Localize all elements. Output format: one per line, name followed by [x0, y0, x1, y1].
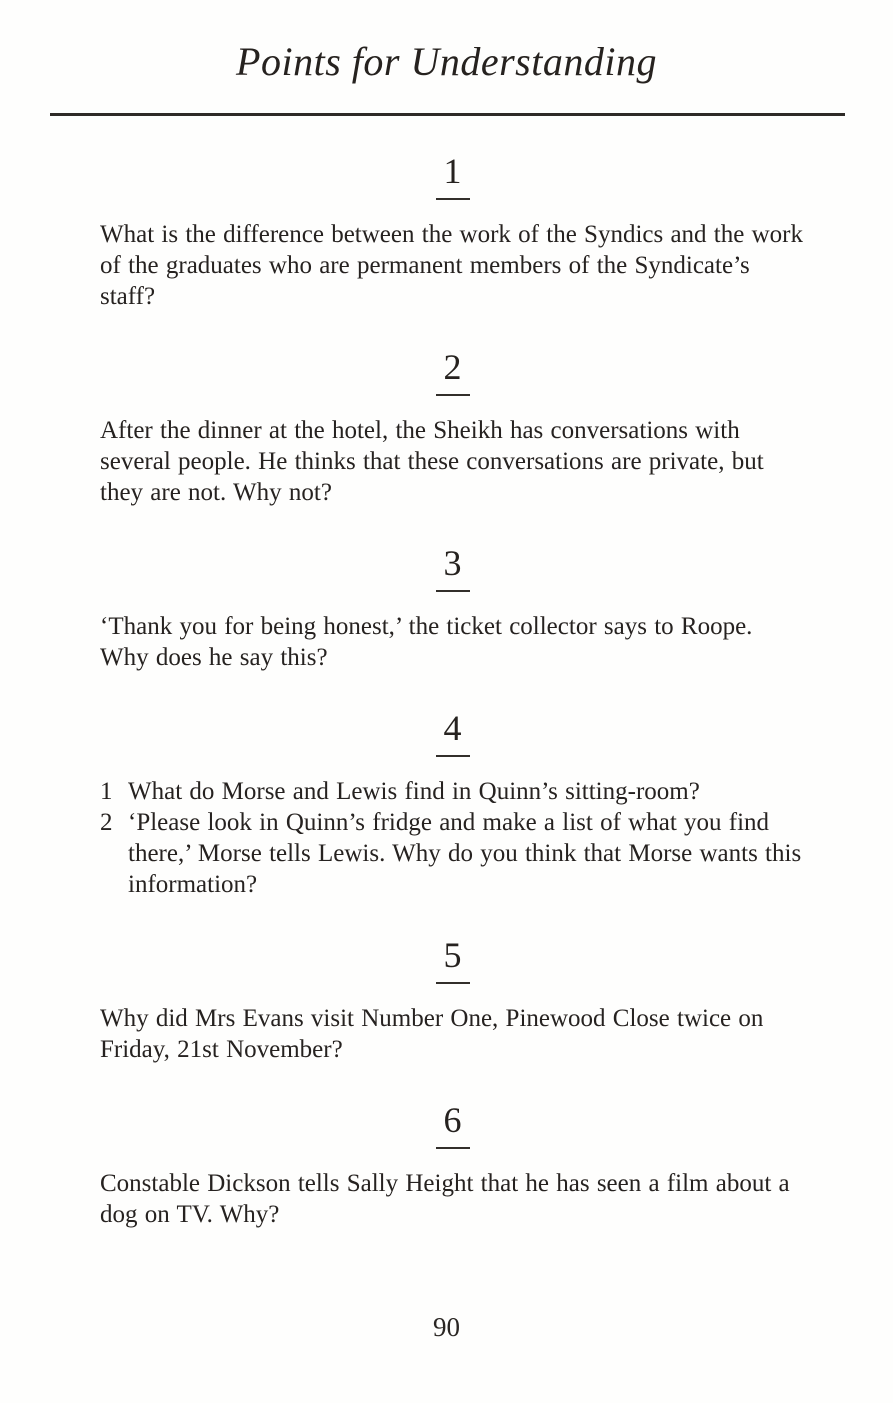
list-item: [100, 776, 805, 807]
list-item-text: What do Morse and Lewis find in Quinn’s sitting-room?: [128, 777, 700, 805]
section-number: 6: [443, 1099, 462, 1140]
question-text: Constable Dickson tells Sally Height that he has seen a film about a dog on TV. Why?: [100, 1169, 790, 1228]
section-6: [100, 1099, 805, 1230]
section-number-rule: [436, 982, 470, 984]
section-number-rule: [436, 198, 470, 200]
question-text: After the dinner at the hotel, the Sheikh has conversations with several people. He thinks that these conversations are private, but they are not. Why not?: [100, 416, 764, 506]
list-item: [100, 807, 805, 900]
section-number: 2: [443, 346, 462, 387]
section-4: [100, 707, 805, 900]
question-text: Why did Mrs Evans visit Number One, Pinewood Close twice on Friday, 21st November?: [100, 1004, 764, 1063]
list-item-number: 2: [100, 808, 113, 836]
questions-content: [0, 150, 893, 1230]
section-1: [100, 150, 805, 312]
section-number: 5: [443, 934, 462, 975]
section-number: 4: [443, 707, 462, 748]
section-number-rule: [436, 1147, 470, 1149]
question-text: ‘Thank you for being honest,’ the ticket collector says to Roope. Why does he say this?: [100, 612, 753, 671]
page-title: Points for Understanding: [236, 39, 657, 84]
question-list: [100, 776, 805, 900]
list-item-text: ‘Please look in Quinn’s fridge and make a list of what you find there,’ Morse tells Lewis. Why do you think that Morse wants this information?: [128, 808, 802, 898]
section-number: 3: [443, 542, 462, 583]
title-rule: [50, 113, 845, 116]
list-item-number: 1: [100, 777, 113, 805]
page-number: 90: [433, 1312, 460, 1342]
section-5: [100, 934, 805, 1065]
question-text: What is the difference between the work of the Syndics and the work of the graduates who are permanent members of the Syndicate’s staff?: [100, 220, 803, 310]
section-2: [100, 346, 805, 508]
section-number-rule: [436, 755, 470, 757]
section-number: 1: [443, 150, 462, 191]
section-3: [100, 542, 805, 673]
section-number-rule: [436, 394, 470, 396]
section-number-rule: [436, 590, 470, 592]
